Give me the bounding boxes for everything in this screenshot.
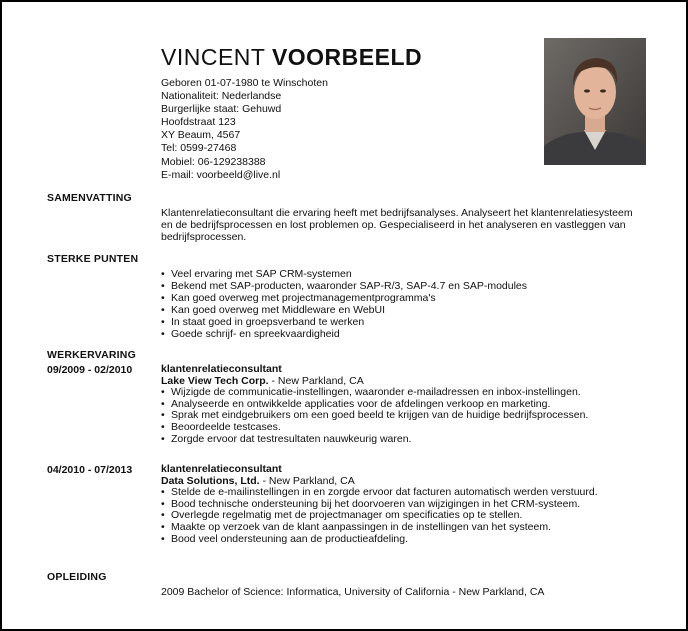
job-1-bullets bbox=[161, 387, 641, 445]
last-name: VOORBEELD bbox=[271, 44, 423, 70]
job-1-title: klantenrelatieconsultant bbox=[161, 363, 282, 375]
education-text: 2009 Bachelor of Science: Informatica, University of California - New Parkland, CA bbox=[161, 586, 545, 598]
list-item: • Maakte op verzoek van de klant aanpassingen in de instellingen van het systeem. bbox=[161, 522, 641, 534]
list-item: • Bekend met SAP-producten, waaronder SAP-R/3, SAP-4.7 en SAP-modules bbox=[161, 280, 641, 292]
list-item: • Veel ervaring met SAP CRM-systemen bbox=[161, 268, 641, 280]
job-2-dates: 04/2010 - 07/2013 bbox=[47, 464, 133, 476]
list-item: • Goede schrijf- en spreekvaardigheid bbox=[161, 328, 641, 340]
list-item: • Kan goed overweg met Middleware en WebUI bbox=[161, 304, 641, 316]
job-1 bbox=[161, 364, 641, 445]
job-2 bbox=[161, 464, 641, 545]
list-item: • Bood veel ondersteuning aan de productieafdeling. bbox=[161, 534, 641, 546]
list-item: • Sprak met eindgebruikers om een goed beeld te krijgen van de huidige bedrijfsprocessen. bbox=[161, 410, 641, 422]
list-item: • Stelde de e-mailinstellingen in en zorgde ervoor dat facturen automatisch werden verstuurd. bbox=[161, 487, 641, 499]
email-line: E-mail: voorbeeld@live.nl bbox=[161, 168, 281, 181]
phone-line: Tel: 0599-27468 bbox=[161, 142, 237, 155]
list-item: • In staat goed in groepsverband te werken bbox=[161, 316, 641, 328]
mobile-line: Mobiel: 06-129238388 bbox=[161, 155, 266, 168]
profile-photo bbox=[544, 38, 646, 165]
street-line: Hoofdstraat 123 bbox=[161, 116, 236, 129]
marital-status-line: Burgerlijke staat: Gehuwd bbox=[161, 103, 282, 116]
job-2-bullets bbox=[161, 487, 641, 545]
job-1-company: Lake View Tech Corp. bbox=[161, 374, 269, 387]
birth-line: Geboren 01-07-1980 te Winschoten bbox=[161, 77, 328, 89]
list-item: • Wijzigde de communicatie-instellingen, waaronder e-mailadressen en inbox-instellingen. bbox=[161, 387, 641, 399]
job-1-location: - New Parkland, CA bbox=[268, 374, 364, 387]
job-2-location: - New Parkland, CA bbox=[259, 474, 355, 487]
list-item: • Kan goed overweg met projectmanagementprogramma's bbox=[161, 292, 641, 304]
job-2-title: klantenrelatieconsultant bbox=[161, 463, 282, 475]
strengths-heading: STERKE PUNTEN bbox=[47, 253, 139, 265]
job-2-company: Data Solutions, Ltd. bbox=[161, 474, 260, 487]
strengths-list-wrap bbox=[161, 268, 641, 340]
list-item: • Analyseerde en ontwikkelde applicaties voor de afdelingen verkoop en marketing. bbox=[161, 399, 641, 411]
list-item: • Bood technische ondersteuning bij het doorvoeren van wijzigingen in het CRM-systeem. bbox=[161, 499, 641, 511]
summary-text: Klantenrelatieconsultant die ervaring heeft met bedrijfsanalyses. Analyseert het klantenrelatiesysteem en de bedrijfsprocessen en lost problemen op. Gespecialiseerd in het analyseren en vastleggen van bedrijfsprocessen. bbox=[161, 207, 633, 243]
experience-heading: WERKERVARING bbox=[47, 349, 136, 361]
candidate-name bbox=[161, 44, 422, 71]
first-name: VINCENT bbox=[161, 44, 266, 70]
list-item: • Overlegde regelmatig met de projectmanager om specificaties op te stellen. bbox=[161, 510, 641, 522]
summary-heading: SAMENVATTING bbox=[47, 192, 132, 204]
postal-line: XY Beaum, 4567 bbox=[161, 129, 241, 142]
list-item: • Zorgde ervoor dat testresultaten nauwkeurig waren. bbox=[161, 434, 641, 446]
nationality-line: Nationaliteit: Nederlandse bbox=[161, 90, 282, 103]
list-item: • Beoordeelde testcases. bbox=[161, 422, 641, 434]
job-1-dates: 09/2009 - 02/2010 bbox=[47, 364, 133, 376]
portrait-image bbox=[544, 38, 646, 165]
strengths-list bbox=[161, 268, 641, 340]
contact-details bbox=[161, 77, 328, 182]
education-heading: OPLEIDING bbox=[47, 571, 107, 583]
